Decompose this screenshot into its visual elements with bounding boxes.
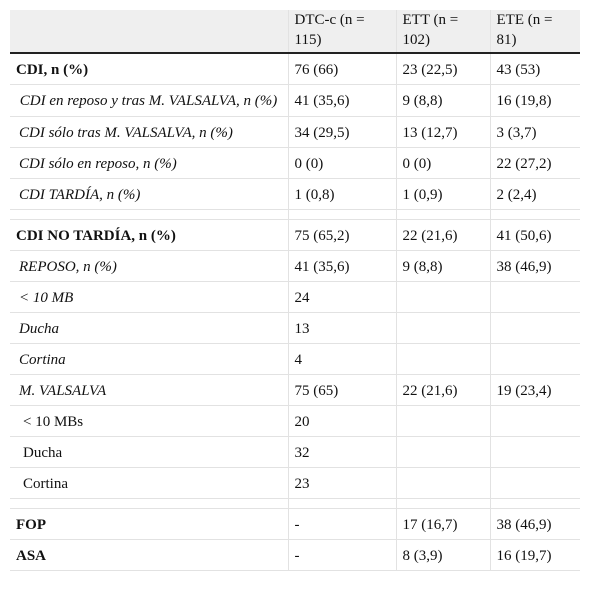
cell-ett: 0 (0) — [396, 148, 490, 179]
cell-ett: 9 (8,8) — [396, 85, 490, 117]
spacer-cell — [288, 499, 396, 509]
row-label: CDI, n (%) — [16, 62, 89, 78]
table-row — [10, 437, 580, 468]
spacer-cell — [10, 210, 288, 220]
cell-dtc: 1 (0,8) — [288, 179, 396, 210]
cell-ete: 43 (53) — [490, 53, 580, 85]
results-table-container — [10, 10, 580, 571]
cell-dtc: 76 (66) — [288, 53, 396, 85]
cell-ete: 22 (27,2) — [490, 148, 580, 179]
cell-dtc: - — [288, 509, 396, 540]
row-label: Ducha — [19, 321, 59, 337]
table-row — [10, 468, 580, 499]
spacer-cell — [10, 499, 288, 509]
row-label: CDI sólo en reposo, n (%) — [19, 156, 177, 172]
cell-ete — [490, 282, 580, 313]
row-label: CDI TARDÍA, n (%) — [19, 187, 141, 203]
table-row — [10, 85, 580, 117]
spacer-row — [10, 210, 580, 220]
cell-ete: 16 (19,7) — [490, 540, 580, 571]
cell-ete — [490, 344, 580, 375]
row-label: CDI NO TARDÍA, n (%) — [16, 228, 176, 244]
table-row — [10, 220, 580, 251]
spacer-row — [10, 499, 580, 509]
cell-dtc: 23 — [288, 468, 396, 499]
table-row — [10, 509, 580, 540]
spacer-cell — [396, 499, 490, 509]
cell-ett — [396, 406, 490, 437]
cell-dtc: 32 — [288, 437, 396, 468]
table-row — [10, 148, 580, 179]
cell-ete: 3 (3,7) — [490, 117, 580, 148]
cell-ett: 1 (0,9) — [396, 179, 490, 210]
cell-ett — [396, 313, 490, 344]
cell-dtc: 0 (0) — [288, 148, 396, 179]
table-row — [10, 344, 580, 375]
cell-ett — [396, 282, 490, 313]
table-row — [10, 179, 580, 210]
cell-dtc: - — [288, 540, 396, 571]
cell-ett: 13 (12,7) — [396, 117, 490, 148]
row-label: Cortina — [19, 352, 66, 368]
row-label: ASA — [16, 548, 47, 564]
cell-ete: 41 (50,6) — [490, 220, 580, 251]
cell-ete: 2 (2,4) — [490, 179, 580, 210]
cell-ett: 23 (22,5) — [396, 53, 490, 85]
cell-ete: 16 (19,8) — [490, 85, 580, 117]
cell-ett: 17 (16,7) — [396, 509, 490, 540]
cell-ete: 38 (46,9) — [490, 509, 580, 540]
cell-dtc: 41 (35,6) — [288, 251, 396, 282]
spacer-cell — [396, 210, 490, 220]
cell-dtc: 20 — [288, 406, 396, 437]
cell-dtc: 24 — [288, 282, 396, 313]
table-row — [10, 540, 580, 571]
cell-ett — [396, 344, 490, 375]
header-cell-ete: ETE (n = 81) — [490, 10, 580, 53]
row-label: Cortina — [23, 476, 68, 492]
cell-ett — [396, 468, 490, 499]
table-row — [10, 313, 580, 344]
results-table — [10, 10, 580, 571]
row-label: M. VALSALVA — [19, 383, 107, 399]
table-row — [10, 117, 580, 148]
header-cell-dtc: DTC-c (n = 115) — [288, 10, 396, 53]
header-cell-empty — [10, 10, 288, 53]
cell-ett: 22 (21,6) — [396, 375, 490, 406]
row-label: CDI en reposo y tras M. VALSALVA, n (%) — [16, 93, 278, 109]
cell-ete — [490, 406, 580, 437]
header-cell-ett: ETT (n = 102) — [396, 10, 490, 53]
cell-ete: 38 (46,9) — [490, 251, 580, 282]
cell-dtc: 75 (65) — [288, 375, 396, 406]
table-row — [10, 406, 580, 437]
row-label: Ducha — [23, 445, 63, 461]
table-row — [10, 375, 580, 406]
cell-ett: 8 (3,9) — [396, 540, 490, 571]
cell-ete — [490, 437, 580, 468]
table-row — [10, 251, 580, 282]
spacer-cell — [490, 499, 580, 509]
cell-dtc: 13 — [288, 313, 396, 344]
row-label: < 10 MBs — [23, 414, 84, 430]
cell-dtc: 75 (65,2) — [288, 220, 396, 251]
table-row — [10, 53, 580, 85]
cell-ett — [396, 437, 490, 468]
spacer-cell — [288, 210, 396, 220]
cell-dtc: 34 (29,5) — [288, 117, 396, 148]
cell-dtc: 4 — [288, 344, 396, 375]
row-label: CDI sólo tras M. VALSALVA, n (%) — [19, 125, 233, 141]
cell-dtc: 41 (35,6) — [288, 85, 396, 117]
row-label: < 10 MB — [19, 290, 74, 306]
cell-ett: 9 (8,8) — [396, 251, 490, 282]
row-label: FOP — [16, 517, 46, 533]
cell-ete — [490, 313, 580, 344]
table-row — [10, 282, 580, 313]
table-header-row — [10, 10, 580, 53]
spacer-cell — [490, 210, 580, 220]
row-label: REPOSO, n (%) — [19, 259, 117, 275]
cell-ete — [490, 468, 580, 499]
cell-ete: 19 (23,4) — [490, 375, 580, 406]
cell-ett: 22 (21,6) — [396, 220, 490, 251]
